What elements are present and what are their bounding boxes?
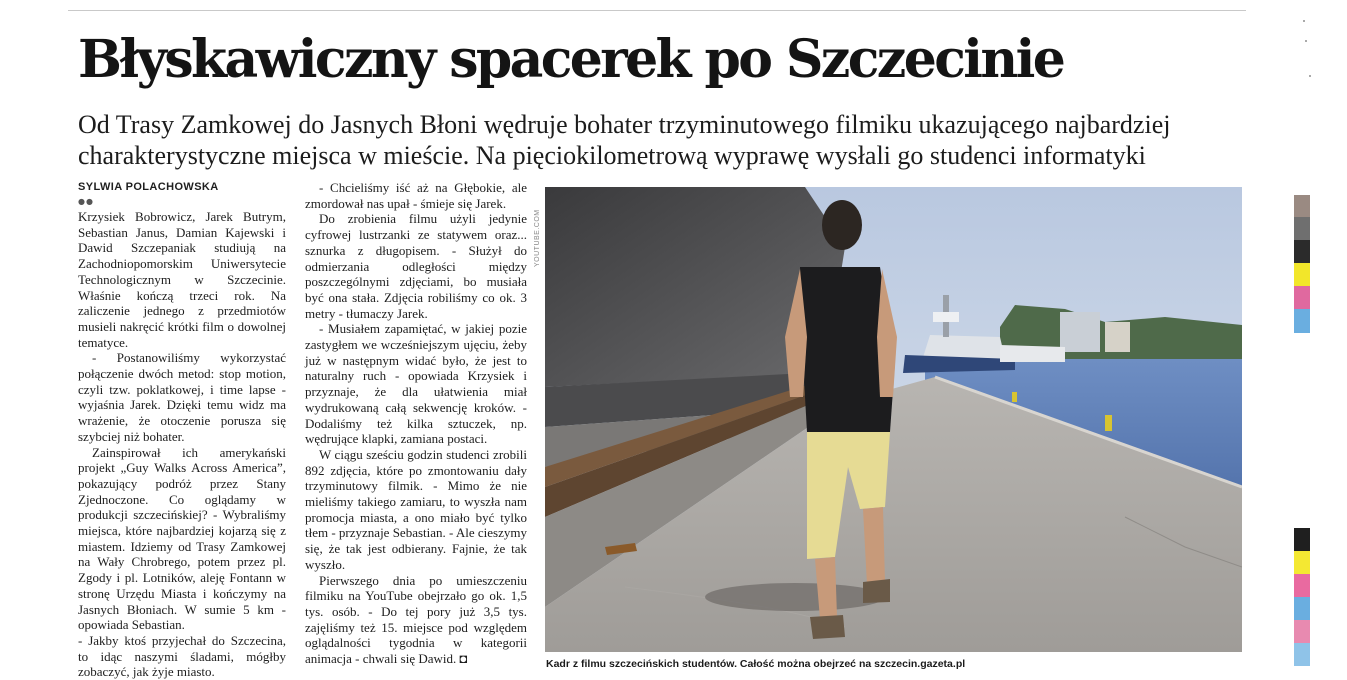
registration-dot xyxy=(1303,20,1305,22)
registration-dot xyxy=(1309,75,1311,77)
color-bar-swatch xyxy=(1294,286,1310,309)
registration-dot xyxy=(1305,40,1307,42)
print-color-bars-top xyxy=(1294,195,1310,333)
color-bar-swatch xyxy=(1294,309,1310,333)
paragraph: Krzysiek Bobrowicz, Jarek Butrym, Sebastian Janus, Damian Kajewski i Dawid Szczepaniak studiują na Zachodniopomorskim Uniwersytecie Technologicznym w Szczecinie. Właśnie kończą trzeci rok. Na zaliczenie jednego z przedmiotów musieli nakręcić krótki film o dowolnej tematyce. xyxy=(78,209,286,350)
color-bar-swatch xyxy=(1294,643,1310,666)
print-color-bars-bottom xyxy=(1294,528,1310,666)
text-column-1 xyxy=(78,209,286,680)
article-photo xyxy=(545,187,1242,652)
color-bar-swatch xyxy=(1294,217,1310,240)
color-bar-swatch xyxy=(1294,528,1310,551)
byline-mark: ●● xyxy=(78,197,94,206)
article-headline: Błyskawiczny spacerek po Szczecinie xyxy=(78,29,1064,90)
photo-caption: Kadr z filmu szczecińskich studentów. Całość można obejrzeć na szczecin.gazeta.pl xyxy=(546,658,966,670)
color-bar-swatch xyxy=(1294,240,1310,263)
color-bar-swatch xyxy=(1294,263,1310,286)
paragraph: - Postanowiliśmy wykorzystać połączenie dwóch metod: stop motion, czyli tzw. poklatkowej, i time lapse - wyjaśnia Jarek. Dzięki temu widz ma wrażenie, że otoczenie porusza się szybciej niż bohater. xyxy=(78,350,286,444)
color-bar-swatch xyxy=(1294,620,1310,643)
color-bar-swatch xyxy=(1294,551,1310,574)
paragraph: - Chcieliśmy iść aż na Głębokie, ale zmordował nas upał - śmieje się Jarek. xyxy=(305,180,527,211)
paragraph: - Musiałem zapamiętać, w jakiej pozie zastygłem we wcześniejszym ujęciu, żeby już w następnym widać było, że jest to naturalny ruch - opowiada Krzysiek i przyznaje, że dla ułatwienia miał wydrukowaną całą sekwencję kroków. - Dodaliśmy też kilka sztuczek, np. wędrujące klapki, zamiana postaci. xyxy=(305,321,527,447)
paragraph xyxy=(305,573,527,667)
color-bar-swatch xyxy=(1294,195,1310,217)
article-lead: Od Trasy Zamkowej do Jasnych Błoni wędruje bohater trzyminutowego filmiku ukazującego najbardziej charakterystyczne miejsca w mieście. Na pięciokilometrową wyprawę wysłali go studenci informatyki xyxy=(78,110,1171,170)
top-rule xyxy=(68,10,1246,11)
paragraph: Do zrobienia filmu użyli jedynie cyfrowej lustrzanki ze statywem oraz... sznurka z długopisem. - Służył do odmierzania odległości między poszczególnymi zdjęciami, bo musiała być ona stała. Zdjęcia robiliśmy co ok. 3 metry - tłumaczy Jarek. xyxy=(305,211,527,321)
paragraph: Zainspirował ich amerykański projekt „Guy Walks Across America”, pokazujący podróż przez Stany Zjednoczone. Co oglądamy w produkcji szczecińskiej? - Wybraliśmy miejsca, które najbardziej kojarzą się z miastem. Idziemy od Trasy Zamkowej na Wały Chrobrego, potem przez pl. Zgody i pl. Lotników, aleję Fontann w stronę Urzędu Miasta i kończymy na Jasnych Błoniach. W sumie 5 km - opowiada Sebastian. xyxy=(78,444,286,633)
end-mark-icon: ◘ xyxy=(459,651,468,667)
paragraph: W ciągu sześciu godzin studenci zrobili 892 zdjęcia, które po zmontowaniu dały trzyminutowy filmik. - Mimo że nie mieliśmy takiego zamiaru, to wyszła nam promocja miasta, a ono miało być tylko tłem - przyznaje Sebastian. - Ale cieszymy się, że tak jest odbierany. Fajnie, że tak wyszło. xyxy=(305,446,528,572)
color-bar-swatch xyxy=(1294,574,1310,597)
paragraph-text: Pierwszego dnia po umieszczeniu filmiku na YouTube obejrzało go ok. 1,5 tys. osób. - Do tej pory już 3,5 tys. zajęliśmy też 15. miejsce pod względem oglądalności tygodnia w kategorii animacja - chwali się Dawid. xyxy=(305,572,527,667)
color-bar-swatch xyxy=(1294,597,1310,620)
byline: SYLWIA POLACHOWSKA xyxy=(78,181,219,193)
paragraph: - Jakby ktoś przyjechał do Szczecina, to idąc naszymi śladami, mógłby zobaczyć, jak żyje miasto. xyxy=(78,632,286,680)
text-column-2 xyxy=(305,180,527,667)
photo-credit: YOUTUBE.COM xyxy=(534,209,541,267)
